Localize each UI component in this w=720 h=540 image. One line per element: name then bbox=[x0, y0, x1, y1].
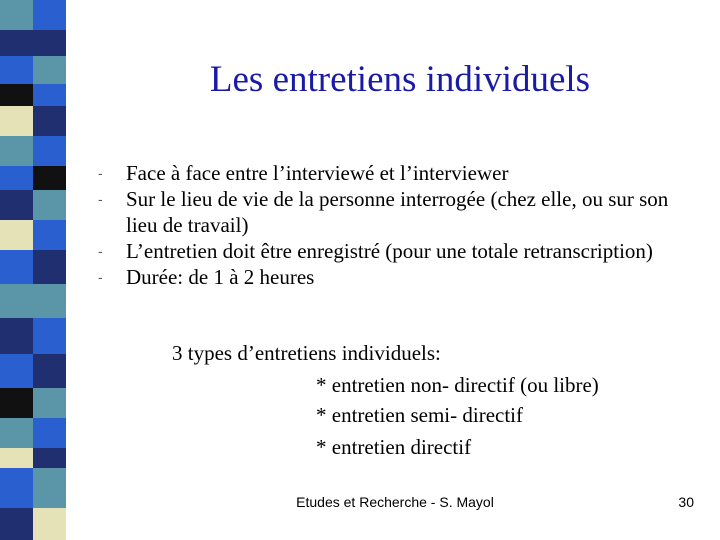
strip-block bbox=[0, 190, 33, 220]
strip-block bbox=[33, 30, 66, 56]
strip-block bbox=[33, 354, 66, 388]
bullet-marker: - bbox=[98, 165, 103, 181]
bullet-marker: - bbox=[98, 269, 103, 285]
slide-title: Les entretiens individuels bbox=[209, 59, 591, 100]
strip-block bbox=[33, 106, 66, 136]
strip-block bbox=[33, 418, 66, 448]
page-number: 30 bbox=[678, 494, 694, 510]
strip-block bbox=[33, 388, 66, 418]
bullet-item bbox=[98, 264, 698, 290]
strip-block bbox=[33, 468, 66, 508]
strip-block bbox=[33, 250, 66, 284]
strip-block bbox=[0, 84, 33, 106]
strip-block bbox=[0, 508, 33, 540]
bullet-item bbox=[98, 160, 698, 186]
bullet-item bbox=[98, 238, 698, 264]
decorative-color-strip bbox=[0, 0, 66, 540]
strip-block bbox=[0, 0, 33, 30]
strip-block bbox=[0, 106, 33, 136]
strip-block bbox=[0, 388, 33, 418]
strip-block bbox=[0, 250, 33, 284]
bullet-text: L’entretien doit être enregistré (pour une totale retranscription) bbox=[126, 239, 653, 263]
strip-block bbox=[33, 318, 66, 354]
strip-block bbox=[0, 318, 33, 354]
strip-block bbox=[0, 220, 33, 250]
strip-block bbox=[0, 56, 33, 84]
strip-block bbox=[33, 0, 66, 30]
strip-block bbox=[33, 448, 66, 468]
bullet-marker: - bbox=[98, 243, 103, 259]
strip-block bbox=[0, 354, 33, 388]
strip-block bbox=[33, 56, 66, 84]
strip-block bbox=[0, 448, 33, 468]
strip-block bbox=[33, 166, 66, 190]
type-item: * entretien semi- directif bbox=[316, 403, 523, 427]
type-item: * entretien directif bbox=[316, 435, 472, 459]
strip-block bbox=[0, 284, 33, 318]
bullet-text: Sur le lieu de vie de la personne interrogée (chez elle, ou sur son lieu de travail) bbox=[126, 187, 669, 237]
bullet-list bbox=[98, 160, 698, 290]
bullet-item bbox=[98, 186, 698, 238]
types-heading: 3 types d’entretiens individuels: bbox=[172, 341, 441, 365]
strip-block bbox=[0, 418, 33, 448]
strip-block bbox=[0, 136, 33, 166]
strip-block bbox=[0, 30, 33, 56]
strip-block bbox=[33, 508, 66, 540]
strip-block bbox=[33, 220, 66, 250]
strip-block bbox=[33, 136, 66, 166]
bullet-text: Durée: de 1 à 2 heures bbox=[126, 265, 315, 289]
bullet-text: Face à face entre l’interviewé et l’interviewer bbox=[126, 161, 509, 185]
bullet-marker: - bbox=[98, 191, 103, 207]
strip-block bbox=[33, 190, 66, 220]
strip-block bbox=[0, 166, 33, 190]
footer-text: Etudes et Recherche - S. Mayol bbox=[296, 494, 494, 510]
strip-block bbox=[0, 468, 33, 508]
strip-block bbox=[33, 284, 66, 318]
strip-block bbox=[33, 84, 66, 106]
type-item: * entretien non- directif (ou libre) bbox=[316, 373, 599, 397]
